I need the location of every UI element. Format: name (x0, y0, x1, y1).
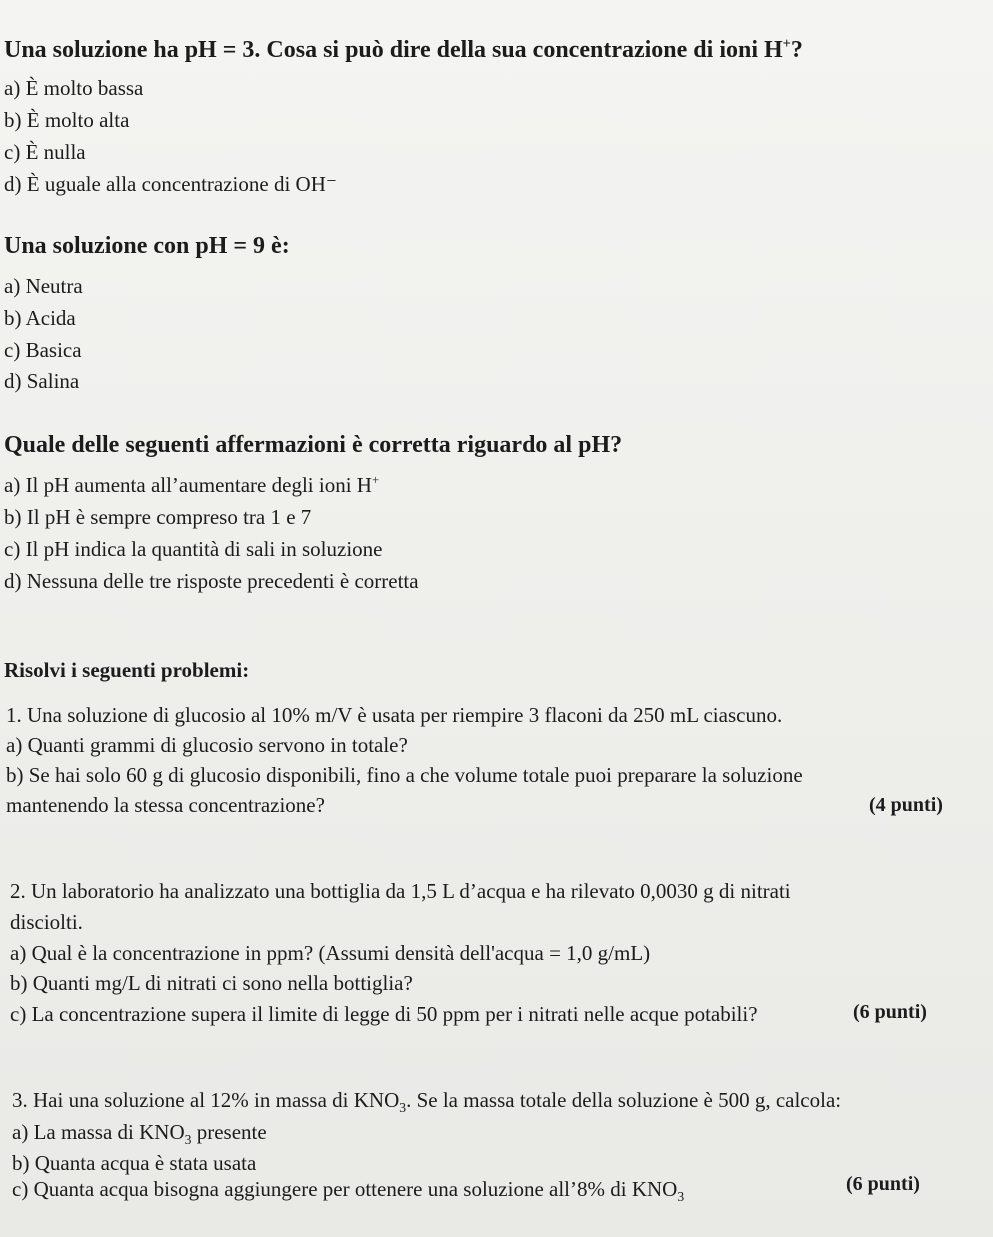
problem-1-b-line2: mantenendo la stessa concentrazione? (6, 793, 325, 817)
question-1 (4, 35, 803, 65)
problem-3-a (12, 1119, 267, 1148)
problem-2-intro-line2: disciolti. (10, 910, 83, 934)
question-2-option-b: b) Acida (4, 306, 76, 330)
problem-2-c: c) La concentrazione supera il limite di legge di 50 ppm per i nitrati nelle acque potabili? (10, 1002, 758, 1026)
question-2-option-a: a) Neutra (4, 274, 83, 298)
question-2-option-c: c) Basica (4, 338, 82, 362)
problem-1-a: a) Quanti grammi di glucosio servono in totale? (6, 733, 408, 757)
question-1-option-a: a) È molto bassa (4, 76, 144, 100)
problem-3-a-subscript: 3 (184, 1132, 192, 1148)
problem-3-intro-subscript: 3 (399, 1100, 407, 1116)
problem-1-intro: 1. Una soluzione di glucosio al 10% m/V è usata per riempire 3 flaconi da 250 mL ciascuno. (6, 703, 783, 727)
problem-3-intro (12, 1087, 842, 1116)
problems-heading: Risolvi i seguenti problemi: (4, 658, 250, 682)
question-2-option-d: d) Salina (4, 369, 80, 393)
question-3-option-a (4, 472, 379, 498)
question-2: Una soluzione con pH = 9 è: (4, 233, 290, 259)
question-1-option-b: b) È molto alta (4, 108, 130, 132)
problem-3-a-end: presente (191, 1120, 267, 1144)
question-1-superscript: + (782, 36, 791, 52)
problem-3-intro-end: . Se la massa totale della soluzione è 500 g, calcola: (406, 1088, 842, 1112)
problem-1-b-line1: b) Se hai solo 60 g di glucosio disponibili, fino a che volume totale puoi preparare la soluzione (6, 763, 803, 787)
question-3-option-a-text: a) Il pH aumenta all’aumentare degli ioni H (4, 473, 372, 497)
problem-3-b: b) Quanta acqua è stata usata (12, 1151, 257, 1175)
question-3-option-c: c) Il pH indica la quantità di sali in soluzione (4, 537, 383, 561)
problem-2-points: (6 punti) (853, 1001, 927, 1023)
question-3-option-d: d) Nessuna delle tre risposte precedenti è corretta (4, 569, 419, 593)
problem-3-points: (6 punti) (846, 1173, 920, 1195)
problem-3-c-subscript: 3 (677, 1189, 685, 1205)
problem-2-a: a) Qual è la concentrazione in ppm? (Assumi densità dell'acqua = 1,0 g/mL) (10, 941, 651, 965)
question-3: Quale delle seguenti affermazioni è corretta riguardo al pH? (4, 432, 623, 458)
question-3-option-b: b) Il pH è sempre compreso tra 1 e 7 (4, 505, 312, 529)
question-3-option-a-superscript: + (371, 473, 380, 487)
problem-3-c-text: c) Quanta acqua bisogna aggiungere per ottenere una soluzione all’8% di KNO (12, 1177, 678, 1201)
question-1-end: ? (790, 37, 803, 63)
question-1-text: Una soluzione ha pH = 3. Cosa si può dire della sua concentrazione di ioni H (4, 37, 783, 63)
problem-2-b: b) Quanti mg/L di nitrati ci sono nella bottiglia? (10, 971, 413, 995)
problem-2-intro-line1: 2. Un laboratorio ha analizzato una bottiglia da 1,5 L d’acqua e ha rilevato 0,0030 g di nitrati (10, 879, 791, 903)
problem-3-c (12, 1176, 685, 1205)
question-1-option-c: c) È nulla (4, 140, 86, 164)
problem-3-intro-text: 3. Hai una soluzione al 12% in massa di KNO (12, 1088, 400, 1112)
problem-3-a-text: a) La massa di KNO (12, 1120, 185, 1144)
question-1-option-d: d) È uguale alla concentrazione di OH⁻ (4, 172, 337, 196)
problem-1-points: (4 punti) (869, 794, 943, 816)
